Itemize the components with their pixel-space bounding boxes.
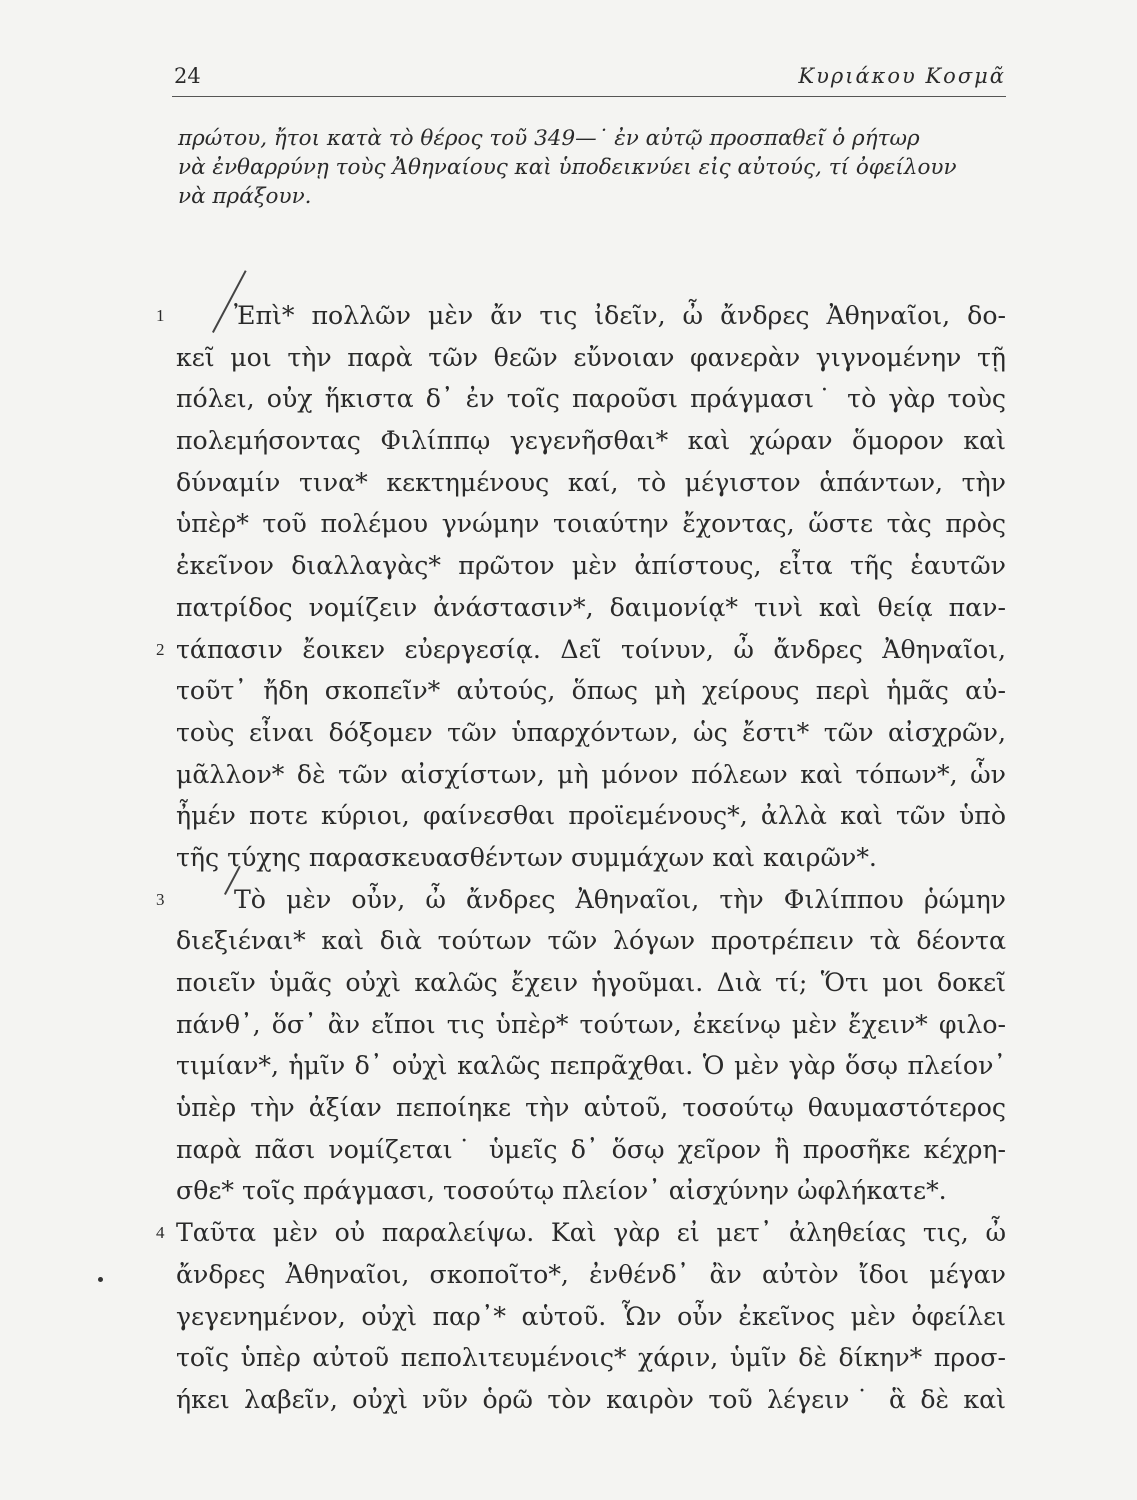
text-line: πολεμήσοντας Φιλίππῳ γεγενῆσθαι* καὶ χώραν ὅμορον καὶ [176, 426, 1006, 456]
section-number: 2 [156, 639, 165, 659]
section-number: 4 [156, 1223, 165, 1243]
intro-paragraph [178, 124, 1004, 211]
text-line: διεξιέναι* καὶ διὰ τούτων τῶν λόγων προτρέπειν τὰ δέοντα [176, 926, 1006, 956]
intro-line: νὰ ἐνθαρρύνῃ τοὺς Ἀθηναίους καὶ ὑποδεικνύει εἰς αὐτούς, τί ὀφείλουν [178, 155, 957, 180]
running-head: Κυριάκου Κοσμᾶ [798, 64, 1006, 88]
section-number: 3 [156, 889, 165, 909]
text-line: κεῖ μοι τὴν παρὰ τῶν θεῶν εὔνοιαν φανερὰν γιγνομένην τῇ [176, 342, 1006, 372]
text-line: πατρίδος νομίζειν ἀνάστασιν*, δαιμονίᾳ* τινὶ καὶ θείᾳ παν- [176, 592, 1006, 622]
text-line: μᾶλλον* δὲ τῶν αἰσχίστων, μὴ μόνον πόλεων καὶ τόπων*, ὧν [176, 759, 1006, 789]
page-number: 24 [174, 64, 201, 88]
text-line: παρὰ πᾶσι νομίζεται˙ ὑμεῖς δ᾽ ὅσῳ χεῖρον ἢ προσῆκε κέχρη- [176, 1134, 1006, 1164]
text-line: ἐκεῖνον διαλλαγὰς* πρῶτον μὲν ἀπίστους, εἶτα τῆς ἑαυτῶν [176, 551, 1006, 581]
text-line: ὑπὲρ* τοῦ πολέμου γνώμην τοιαύτην ἔχοντας, ὥστε τὰς πρὸς [176, 509, 1006, 539]
ink-dot [98, 1277, 103, 1282]
text-line: ἦμέν ποτε κύριοι, φαίνεσθαι προϊεμένους*, ἀλλὰ καὶ τῶν ὑπὸ [176, 801, 1006, 831]
intro-line: πρώτου, ἤτοι κατὰ τὸ θέρος τοῦ 349—˙ ἐν αὐτῷ προσπαθεῖ ὁ ρήτωρ [178, 126, 920, 151]
text-line: ὑπὲρ τὴν ἀξίαν πεποίηκε τὴν αὑτοῦ, τοσούτῳ θαυμαστότερος [176, 1093, 1006, 1123]
text-line: 2 τάπασιν ἔοικεν εὐεργεσίᾳ. Δεῖ τοίνυν, ὦ ἄνδρες Ἀθηναῖοι, [176, 629, 1006, 671]
text-line: ἄνδρες Ἀθηναῖοι, σκοποῖτο*, ἐνθένδ᾽ ἂν αὐτὸν ἴδοι μέγαν [176, 1259, 1006, 1289]
text-line: ποιεῖν ὑμᾶς οὐχὶ καλῶς ἔχειν ἡγοῦμαι. Διὰ τί; Ὅτι μοι δοκεῖ [176, 968, 1006, 997]
text-line: ήκει λαβεῖν, οὐχὶ νῦν ὁρῶ τὸν καιρὸν τοῦ λέγειν˙ ἃ δὲ καὶ [176, 1384, 1006, 1414]
main-text [156, 295, 1006, 1421]
text-line: 4 Ταῦτα μὲν οὐ παραλείψω. Καὶ γὰρ εἰ μετ᾽ ἀληθείας τις, ὦ [176, 1212, 1006, 1254]
text-line: γεγενημένον, οὐχὶ παρ᾽* αὑτοῦ. Ὧν οὖν ἐκεῖνος μὲν ὀφείλει [176, 1301, 1006, 1331]
text-line: τοῖς ὑπὲρ αὐτοῦ πεπολιτευμένοις* χάριν, ὑμῖν δὲ δίκην* προσ- [176, 1343, 1006, 1373]
text-line: 3 Τὸ μὲν οὖν, ὦ ἄνδρες Ἀθηναῖοι, τὴν Φιλίππου ῥώμην [176, 879, 1006, 921]
text-line: τοῦτ᾽ ἤδη σκοπεῖν* αὐτούς, ὅπως μὴ χείρους περὶ ἡμᾶς αὐ- [176, 676, 1006, 706]
text-line: δύναμίν τινα* κεκτημένους καί, τὸ μέγιστον ἁπάντων, τὴν [176, 467, 1006, 497]
text-line: τοὺς εἶναι δόξομεν τῶν ὑπαρχόντων, ὡς ἔστι* τῶν αἰσχρῶν, [176, 717, 1006, 747]
text-line: πόλει, οὐχ ἥκιστα δ᾽ ἐν τοῖς παροῦσι πράγμασι˙ τὸ γὰρ τοὺς [176, 384, 1006, 414]
intro-line: νὰ πράξουν. [178, 184, 312, 209]
section-number: 1 [156, 306, 165, 325]
text-line: πάνθ᾽, ὅσ᾽ ἂν εἴποι τις ὑπὲρ* τούτων, ἐκείνῳ μὲν ἔχειν* φιλο- [176, 1009, 1006, 1039]
page-header [172, 60, 1006, 97]
text-line: σθε* τοῖς πράγμασι, τοσούτῳ πλείον᾽ αἰσχύνην ὠφλήκατε*. [176, 1176, 947, 1206]
text-line: τῆς τύχης παρασκευασθέντων συμμάχων καὶ καιρῶν*. [176, 842, 877, 872]
text-line: τιμίαν*, ἡμῖν δ᾽ οὐχὶ καλῶς πεπρᾶχθαι. Ὁ μὲν γὰρ ὅσῳ πλείον᾽ [176, 1051, 1006, 1081]
text-line: 1 Ἐπὶ* πολλῶν μὲν ἄν τις ἰδεῖν, ὦ ἄνδρες Ἀθηναῖοι, δο- [176, 295, 1006, 337]
